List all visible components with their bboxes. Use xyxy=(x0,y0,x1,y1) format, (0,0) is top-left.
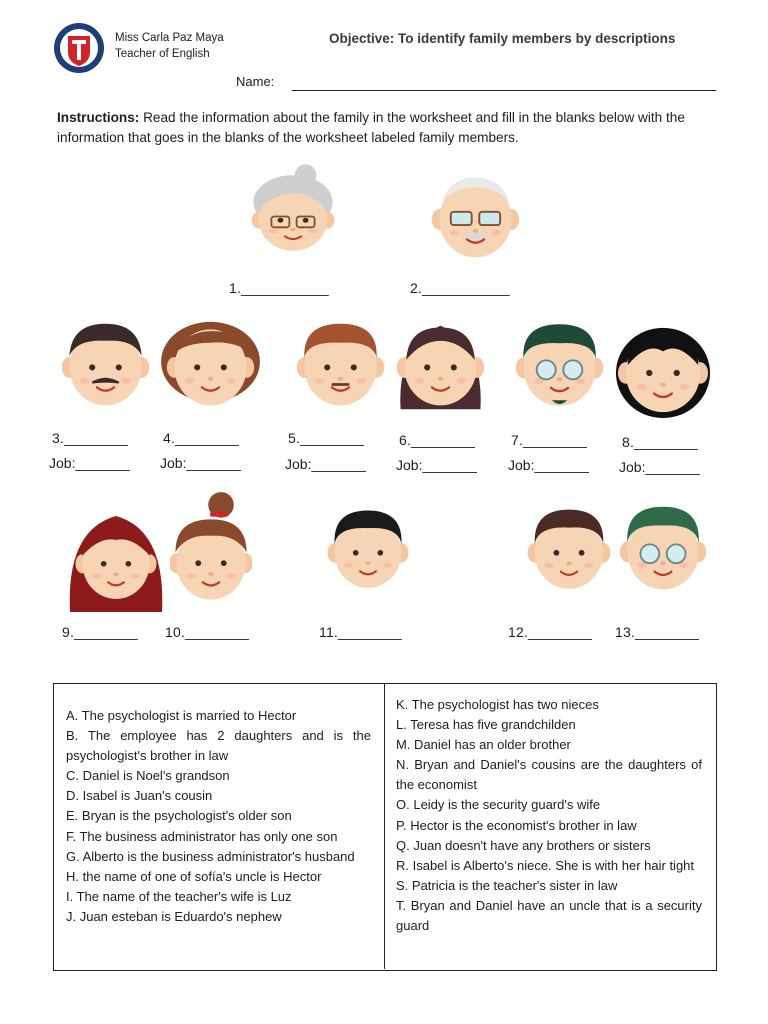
clue-o: O. Leidy is the security guard's wife xyxy=(396,797,601,813)
clue-s: S. Patricia is the teacher's sister in law xyxy=(396,877,618,893)
clue-l: L. Teresa has five grandchilden xyxy=(396,717,576,733)
blank-6[interactable]: 6.________ xyxy=(399,432,475,448)
girl-bun-face xyxy=(170,488,252,600)
clue-e: E. Bryan is the psychologist's older son xyxy=(66,808,292,824)
blank-7[interactable]: 7.________ xyxy=(511,432,587,448)
man-brown-hair-face xyxy=(293,318,388,413)
blank-11[interactable]: 11.________ xyxy=(319,624,402,640)
blank-3[interactable]: 3.________ xyxy=(52,430,128,446)
blank-2[interactable]: 2.___________ xyxy=(410,280,510,296)
clue-g: G. Alberto is the business administrator's husband xyxy=(66,848,355,864)
job-blank-3[interactable]: Job:_______ xyxy=(49,455,130,471)
job-blank-6[interactable]: Job:_______ xyxy=(396,457,477,473)
blank-8[interactable]: 8.________ xyxy=(622,434,698,450)
boy-green-hair-glasses-face xyxy=(616,503,710,597)
boy-black-hair-face xyxy=(324,505,412,597)
clue-n: N. Bryan and Daniel's cousins are the daughters of the economist xyxy=(396,757,702,793)
grandmother-face xyxy=(248,162,338,262)
man-mustache-face xyxy=(58,318,153,413)
clues-divider xyxy=(384,683,385,969)
teacher-name: Miss Carla Paz Maya xyxy=(115,32,224,44)
clue-d: D. Isabel is Juan's cousin xyxy=(66,788,213,804)
job-blank-5[interactable]: Job:_______ xyxy=(285,456,366,472)
blank-9[interactable]: 9.________ xyxy=(62,624,138,640)
instructions-text: Read the information about the family in the worksheet and fill in the blanks below with the information that goes in the blanks of the worksheet labeled family members. xyxy=(57,110,685,145)
woman-long-hair-face xyxy=(393,318,488,414)
blank-12[interactable]: 12.________ xyxy=(508,624,592,640)
blank-1[interactable]: 1.___________ xyxy=(229,280,329,296)
clue-b: B. The employee has 2 daughters and is the psychologist's brother in law xyxy=(66,728,371,764)
grandfather-face xyxy=(428,170,523,265)
job-blank-7[interactable]: Job:_______ xyxy=(508,457,589,473)
clues-left-column xyxy=(66,706,371,927)
clue-t: T. Bryan and Daniel have an uncle that is a security guard xyxy=(396,897,702,934)
clues-right-column xyxy=(396,695,702,936)
school-logo xyxy=(53,22,105,74)
clue-r: R. Isabel is Alberto's niece. She is with her hair tight xyxy=(396,857,695,873)
job-blank-4[interactable]: Job:_______ xyxy=(160,455,241,471)
instructions xyxy=(57,108,713,148)
blank-10[interactable]: 10.________ xyxy=(165,624,249,640)
name-label: Name: xyxy=(236,74,275,89)
clue-j: J. Juan esteban is Eduardo's nephew xyxy=(66,908,282,924)
clue-c: C. Daniel is Noel's grandson xyxy=(66,768,230,784)
clue-m: M. Daniel has an older brother xyxy=(396,737,571,753)
clue-h: H. the name of one of sofía's uncle is Hector xyxy=(66,868,322,884)
clue-i: I. The name of the teacher's wife is Luz xyxy=(66,888,292,904)
blank-4[interactable]: 4.________ xyxy=(163,430,239,446)
clue-q: Q. Juan doesn't have any brothers or sisters xyxy=(396,837,651,853)
name-blank-line[interactable] xyxy=(292,90,716,91)
clue-a: A. The psychologist is married to Hector xyxy=(66,708,297,723)
man-glasses-beard-face xyxy=(512,318,607,414)
clue-p: P. Hector is the economist's brother in law xyxy=(396,817,637,833)
teacher-info xyxy=(115,30,224,62)
objective-heading: Objective: To identify family members by descriptions xyxy=(329,31,676,46)
clue-f: F. The business administrator has only one son xyxy=(66,828,338,844)
woman-curly-face xyxy=(158,318,263,413)
blank-13[interactable]: 13.________ xyxy=(615,624,699,640)
clue-k: K. The psychologist has two nieces xyxy=(396,697,599,712)
girl-red-hair-face xyxy=(66,510,166,615)
teacher-role: Teacher of English xyxy=(115,48,210,60)
instructions-label: Instructions: xyxy=(57,110,140,125)
job-blank-8[interactable]: Job:_______ xyxy=(619,459,700,475)
blank-5[interactable]: 5.________ xyxy=(288,430,364,446)
woman-black-hair-face xyxy=(614,322,712,420)
boy-brown-hair-face xyxy=(524,505,614,597)
